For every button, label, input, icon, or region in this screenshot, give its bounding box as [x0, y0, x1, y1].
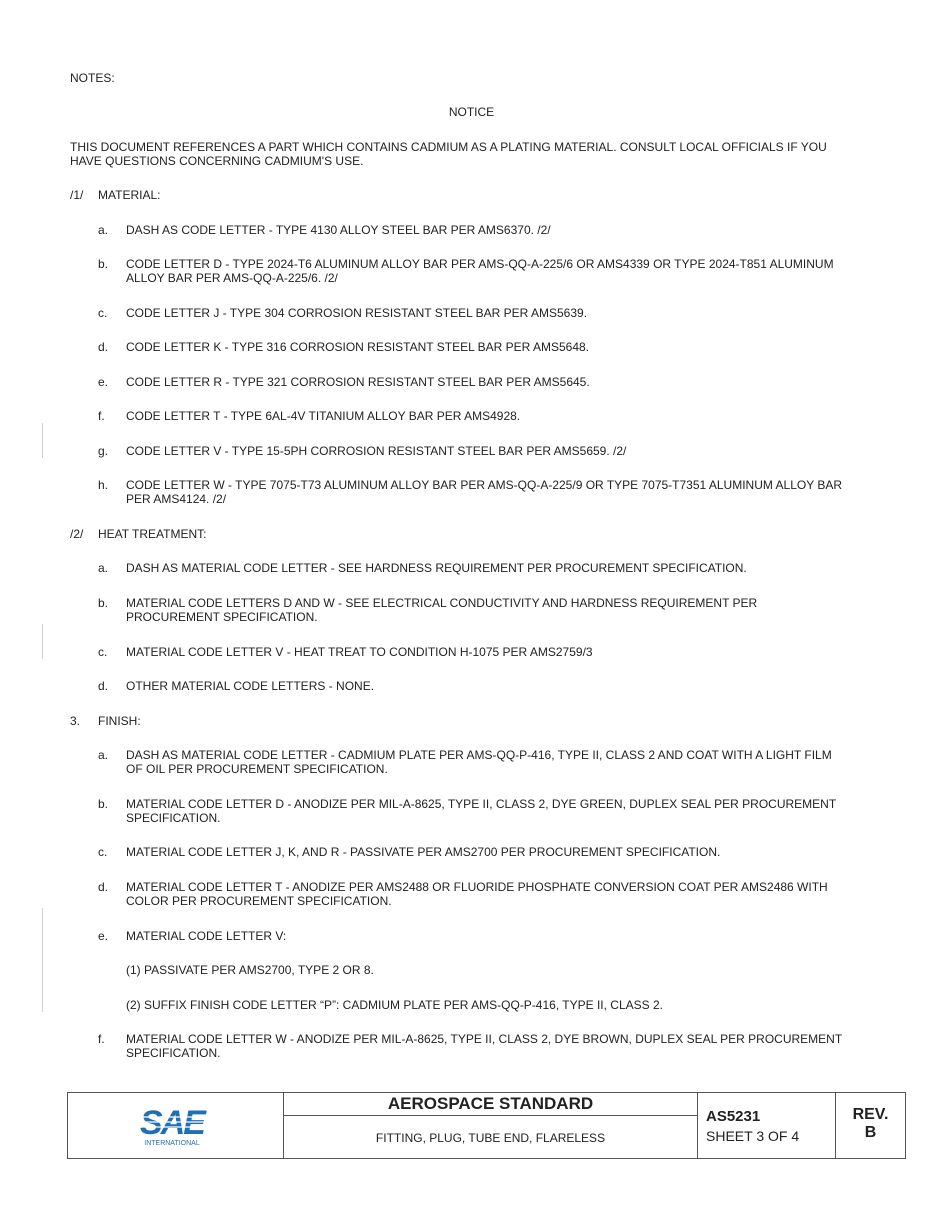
- item-text-cont: ALLOY BAR PER AMS-QQ-A-225/6. /2/: [126, 271, 338, 285]
- item-text: MATERIAL CODE LETTER D - ANODIZE PER MIL-A-8625, TYPE II, CLASS 2, DYE GREEN, DUPLEX SEAL PER PROCUREMENT: [126, 797, 837, 811]
- material-number: /1/: [70, 188, 84, 202]
- item-letter: d.: [98, 679, 109, 693]
- item-text: MATERIAL CODE LETTER W - ANODIZE PER MIL-A-8625, TYPE II, CLASS 2, DYE BROWN, DUPLEX SEAL PER PROCUREMENT: [126, 1032, 843, 1046]
- item-text-cont: PER AMS4124. /2/: [126, 492, 227, 506]
- item-letter: b.: [98, 797, 109, 811]
- item-text-cont: OF OIL PER PROCUREMENT SPECIFICATION.: [126, 762, 388, 776]
- item-letter: f.: [98, 1032, 105, 1046]
- rev-label: REV.: [852, 1106, 889, 1123]
- item-text: DASH AS MATERIAL CODE LETTER - SEE HARDNESS REQUIREMENT PER PROCUREMENT SPECIFICATION.: [126, 561, 747, 575]
- finish-number: 3.: [70, 714, 81, 728]
- item-text: MATERIAL CODE LETTER J, K, AND R - PASSIVATE PER AMS2700 PER PROCUREMENT SPECIFICATION.: [126, 845, 721, 859]
- item-text: CODE LETTER W - TYPE 7075-T73 ALUMINUM ALLOY BAR PER AMS-QQ-A-225/9 OR TYPE 7075-T7351 ALUMINUM ALLOY BAR: [126, 478, 843, 492]
- item-letter: f.: [98, 409, 105, 423]
- logo-cell: [68, 1093, 284, 1158]
- item-text-cont: SPECIFICATION.: [126, 811, 221, 825]
- item-letter: d.: [98, 340, 109, 354]
- item-text: CODE LETTER T - TYPE 6AL-4V TITANIUM ALLOY BAR PER AMS4928.: [126, 409, 521, 423]
- item-letter: g.: [98, 444, 109, 458]
- item-text-cont: SPECIFICATION.: [126, 1046, 221, 1060]
- item-text: CODE LETTER J - TYPE 304 CORROSION RESISTANT STEEL BAR PER AMS5639.: [126, 306, 588, 320]
- notice-text-line1: THIS DOCUMENT REFERENCES A PART WHICH CONTAINS CADMIUM AS A PLATING MATERIAL. CONSULT LOCAL OFFICIALS IF YOU: [70, 140, 827, 154]
- item-text: MATERIAL CODE LETTER T - ANODIZE PER AMS2488 OR FLUORIDE PHOSPHATE CONVERSION COAT PER AMS2486 WITH: [126, 880, 828, 894]
- notice-title: NOTICE: [448, 105, 495, 119]
- standard-title-cell: [284, 1093, 698, 1116]
- item-letter: a.: [98, 748, 109, 762]
- change-bar: [42, 908, 43, 1012]
- item-text: OTHER MATERIAL CODE LETTERS - NONE.: [126, 679, 375, 693]
- doc-number-cell: [698, 1093, 836, 1158]
- item-letter: d.: [98, 880, 109, 894]
- change-bar: [42, 423, 43, 458]
- material-heading: MATERIAL:: [98, 188, 161, 202]
- item-letter: e.: [98, 375, 109, 389]
- sheet-number: SHEET 3 OF 4: [706, 1128, 800, 1144]
- item-text: CODE LETTER K - TYPE 316 CORROSION RESISTANT STEEL BAR PER AMS5648.: [126, 340, 590, 354]
- heat-treatment-heading: HEAT TREATMENT:: [98, 527, 207, 541]
- item-letter: c.: [98, 645, 108, 659]
- item-text-cont: COLOR PER PROCUREMENT SPECIFICATION.: [126, 894, 392, 908]
- item-letter: a.: [98, 223, 109, 237]
- item-text: MATERIAL CODE LETTERS D AND W - SEE ELECTRICAL CONDUCTIVITY AND HARDNESS REQUIREMENT PER: [126, 596, 758, 610]
- item-letter: h.: [98, 478, 109, 492]
- notes-heading: NOTES:: [70, 71, 115, 85]
- doc-number: AS5231: [706, 1108, 761, 1125]
- heat-treatment-number: /2/: [70, 527, 84, 541]
- item-text: CODE LETTER R - TYPE 321 CORROSION RESISTANT STEEL BAR PER AMS5645.: [126, 375, 590, 389]
- item-letter: a.: [98, 561, 109, 575]
- item-text: MATERIAL CODE LETTER V:: [126, 929, 287, 943]
- part-title: FITTING, PLUG, TUBE END, FLARELESS: [375, 1131, 606, 1145]
- item-letter: c.: [98, 845, 108, 859]
- sae-logo: [137, 1104, 207, 1148]
- item-text: MATERIAL CODE LETTER V - HEAT TREAT TO CONDITION H-1075 PER AMS2759/3: [126, 645, 593, 659]
- standard-title: AEROSPACE STANDARD: [387, 1094, 594, 1113]
- revision-cell: [836, 1093, 905, 1158]
- item-letter: b.: [98, 257, 109, 271]
- notice-text-line2: HAVE QUESTIONS CONCERNING CADMIUM'S USE.: [70, 154, 364, 168]
- item-letter: e.: [98, 929, 109, 943]
- sae-logo-subtext: INTERNATIONAL: [144, 1140, 200, 1147]
- title-block: [67, 1092, 906, 1159]
- finish-sub-item-1: (1) PASSIVATE PER AMS2700, TYPE 2 OR 8.: [126, 963, 374, 977]
- item-letter: b.: [98, 596, 109, 610]
- item-text: DASH AS MATERIAL CODE LETTER - CADMIUM PLATE PER AMS-QQ-P-416, TYPE II, CLASS 2 AND COAT WITH A LIGHT FILM: [126, 748, 832, 762]
- item-text-cont: PROCUREMENT SPECIFICATION.: [126, 610, 318, 624]
- rev-value: B: [864, 1124, 877, 1141]
- item-letter: c.: [98, 306, 108, 320]
- item-text: DASH AS CODE LETTER - TYPE 4130 ALLOY STEEL BAR PER AMS6370. /2/: [126, 223, 551, 237]
- part-title-cell: [284, 1116, 698, 1158]
- item-text: CODE LETTER D - TYPE 2024-T6 ALUMINUM ALLOY BAR PER AMS-QQ-A-225/6 OR AMS4339 OR TYPE 2024-T851 ALUMINUM: [126, 257, 834, 271]
- item-text: CODE LETTER V - TYPE 15-5PH CORROSION RESISTANT STEEL BAR PER AMS5659. /2/: [126, 444, 627, 458]
- finish-sub-item-2: (2) SUFFIX FINISH CODE LETTER “P”: CADMIUM PLATE PER AMS-QQ-P-416, TYPE II, CLASS 2.: [126, 998, 663, 1012]
- finish-heading: FINISH:: [98, 714, 141, 728]
- sae-logo-text: SAE: [140, 1104, 204, 1142]
- change-bar: [42, 624, 43, 659]
